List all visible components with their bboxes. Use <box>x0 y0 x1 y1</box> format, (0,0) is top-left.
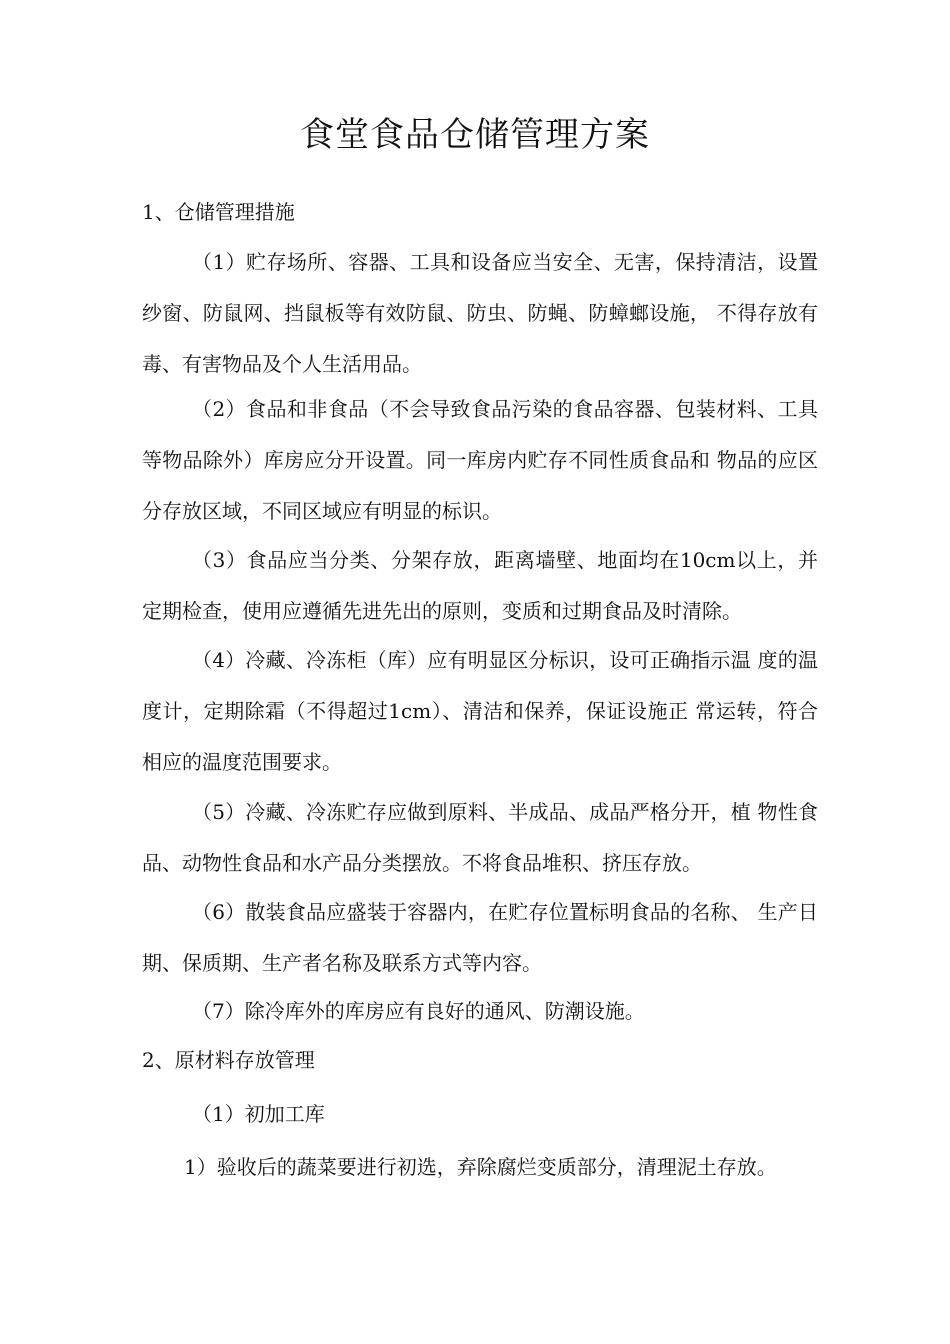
document-title: 食堂食品仓储管理方案 <box>300 115 650 155</box>
list-item: （1）初加工库 <box>192 1102 325 1126</box>
paragraph-7: （7）除冷库外的库房应有良好的通风、防潮设施。 <box>192 999 645 1023</box>
paragraph-5: （5）冷藏、冷冻贮存应做到原料、半成品、成品严格分开，植 物性食品、动物性食品和水产品分类摆放。不将食品堆积、挤压存放。 <box>142 800 818 875</box>
paragraph-6: （6）散装食品应盛装于容器内，在贮存位置标明食品的名称、 生产日期、保质期、生产者名称及联系方式等内容。 <box>142 900 818 975</box>
paragraph-4: （4）冷藏、冷冻柜（库）应有明显区分标识，设可正确指示温 度的温度计，定期除霜（不得超过1cm）、清洁和保养，保证设施正 常运转，符合相应的温度范围要求。 <box>142 648 818 774</box>
section-heading-2: 2、原材料存放管理 <box>142 1048 315 1072</box>
paragraph-1: （1）贮存场所、容器、工具和设备应当安全、无害，保持清洁，设置纱窗、防鼠网、挡鼠板等有效防鼠、防虫、防蝇、防蟑螂设施， 不得存放有毒、有害物品及个人生活用品。 <box>142 250 818 376</box>
paragraph-2: （2）食品和非食品（不会导致食品污染的食品容器、包装材料、工具等物品除外）库房应分开设置。同一库房内贮存不同性质食品和 物品的应区分存放区域，不同区域应有明显的标识。 <box>142 397 818 523</box>
section-heading-1: 1、仓储管理措施 <box>142 200 295 224</box>
paragraph-3: （3）食品应当分类、分架存放，距离墙壁、地面均在10cm以上，并定期检查，使用应遵循先进先出的原则，变质和过期食品及时清除。 <box>142 548 818 623</box>
sub-list-item: 1）验收后的蔬菜要进行初选，弃除腐烂变质部分，清理泥土存放。 <box>184 1155 777 1179</box>
